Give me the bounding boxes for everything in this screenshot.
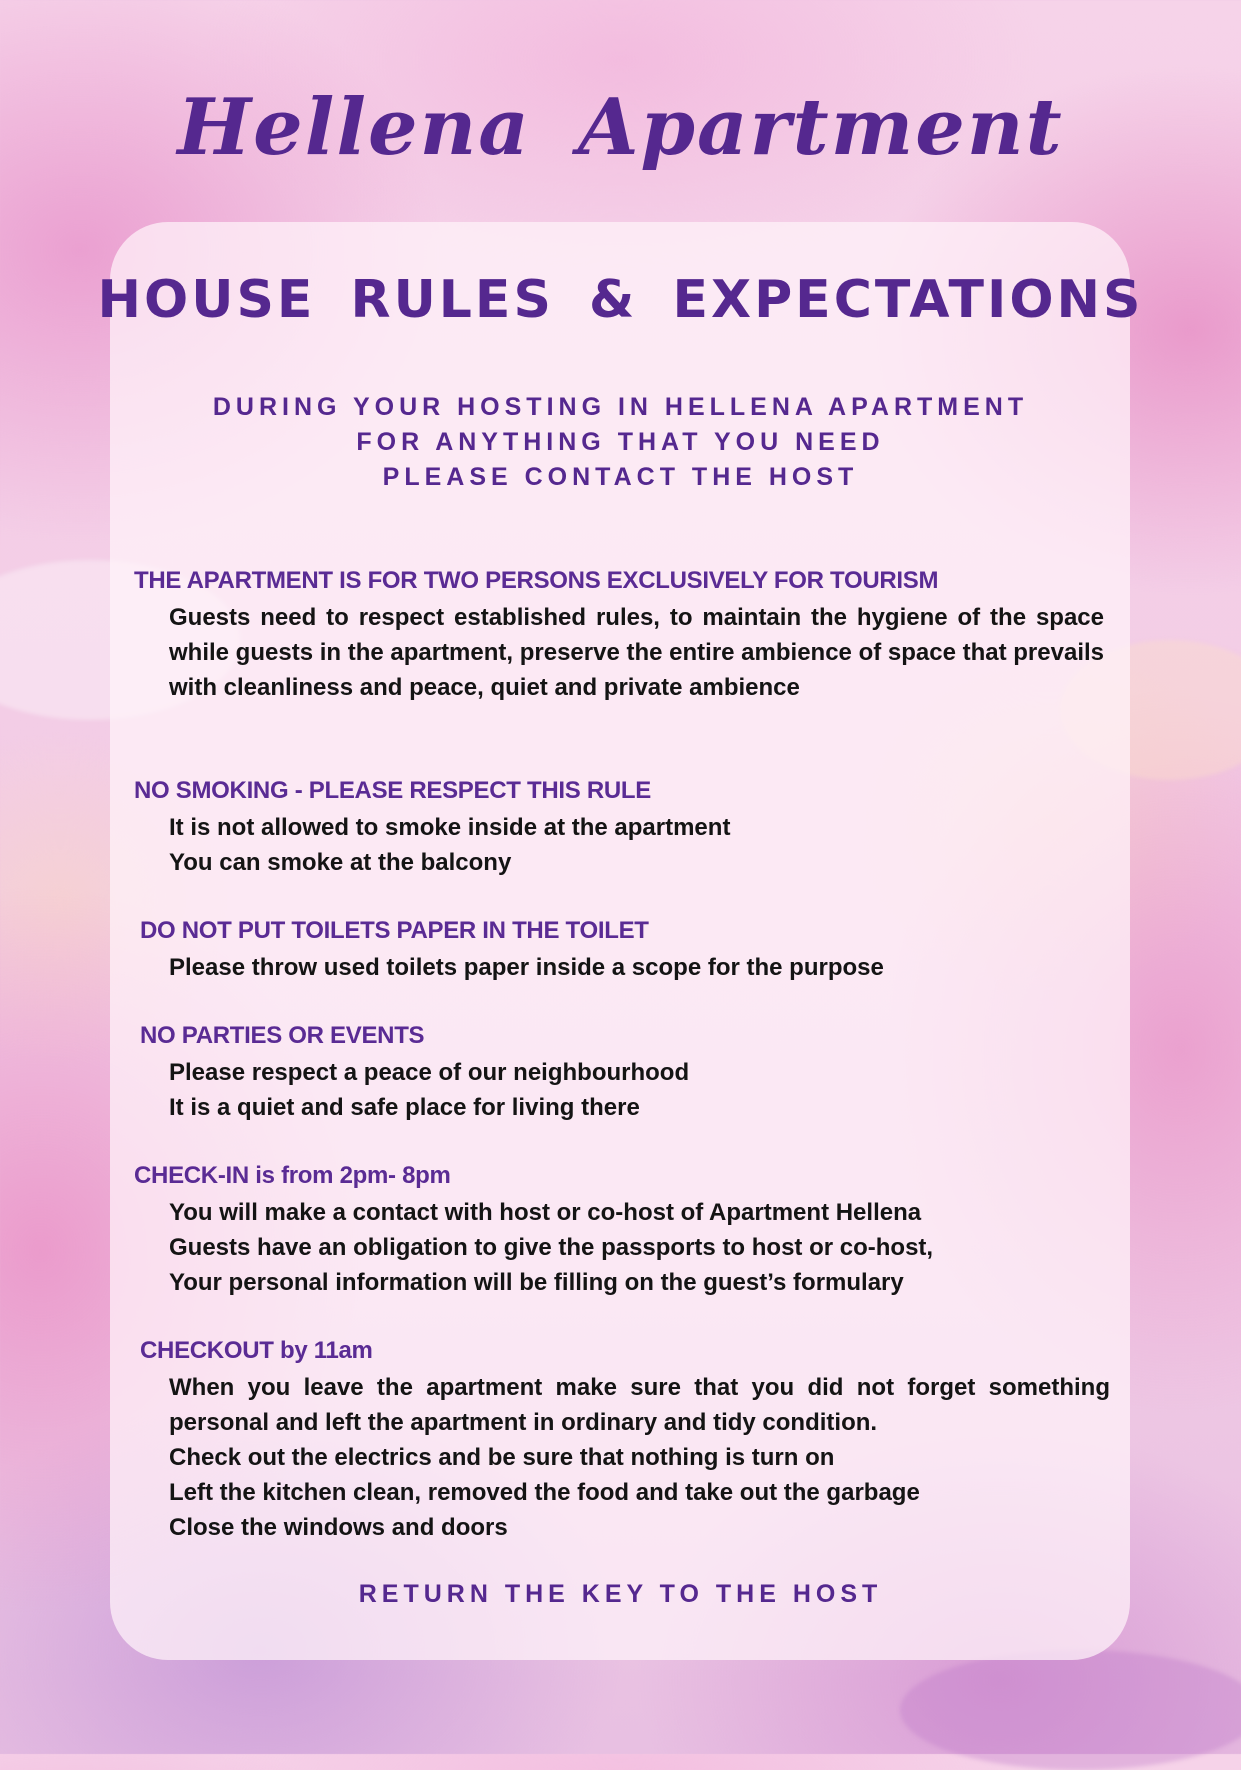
rule-toilet-paper <box>140 914 1110 985</box>
rule-text: You can smoke at the balcony <box>169 849 512 876</box>
rule-text: Left the kitchen clean, removed the food and take out the garbage <box>169 1479 920 1506</box>
rule-text: When you leave the apartment make sure that you did not forget something personal and left the apartment in ordinary and tidy condition. <box>169 1374 1110 1436</box>
rule-apartment-usage <box>134 564 1104 705</box>
intro-line: PLEASE CONTACT THE HOST <box>382 463 859 491</box>
rule-text: It is a quiet and safe place for living there <box>169 1094 640 1121</box>
rule-text: Guests have an obligation to give the passports to host or co-host, <box>169 1234 934 1261</box>
rule-heading: CHECK-IN is from 2pm- 8pm <box>134 1162 451 1189</box>
rule-heading: CHECKOUT by 11am <box>140 1337 373 1364</box>
rule-no-parties <box>140 1019 1110 1125</box>
rule-heading: NO PARTIES OR EVENTS <box>140 1022 425 1049</box>
rule-text: Check out the electrics and be sure that nothing is turn on <box>169 1444 835 1471</box>
rule-checkout <box>140 1334 1110 1545</box>
rule-check-in <box>134 1159 1104 1300</box>
intro-line: FOR ANYTHING THAT YOU NEED <box>356 428 885 456</box>
rule-no-smoking <box>134 774 1104 880</box>
page-title: Hellena Apartment <box>177 82 1064 173</box>
closing-note: RETURN THE KEY TO THE HOST <box>358 1580 883 1608</box>
rule-heading: NO SMOKING - PLEASE RESPECT THIS RULE <box>134 777 651 804</box>
rule-text: Guests need to respect established rules, to maintain the hygiene of the space while guests in the apartment, preserve the entire ambience of space that prevails with cleanliness and peace, quiet and private ambience <box>169 604 1104 701</box>
rule-heading: DO NOT PUT TOILETS PAPER IN THE TOILET <box>140 917 649 944</box>
rule-text: You will make a contact with host or co-host of Apartment Hellena <box>169 1199 922 1226</box>
section-title: HOUSE RULES & EXPECTATIONS <box>97 270 1144 330</box>
rule-text: Your personal information will be filling on the guest’s formulary <box>169 1269 904 1296</box>
rule-text: Please throw used toilets paper inside a scope for the purpose <box>169 954 884 981</box>
intro-line: DURING YOUR HOSTING IN HELLENA APARTMENT <box>212 393 1029 421</box>
rule-text: Close the windows and doors <box>169 1514 508 1541</box>
rule-heading: THE APARTMENT IS FOR TWO PERSONS EXCLUSIVELY FOR TOURISM <box>134 567 939 594</box>
rule-text: It is not allowed to smoke inside at the apartment <box>169 814 731 841</box>
rule-text: Please respect a peace of our neighbourhood <box>169 1059 690 1086</box>
watercolor-wash <box>900 1650 1241 1770</box>
intro-text <box>0 390 1241 495</box>
